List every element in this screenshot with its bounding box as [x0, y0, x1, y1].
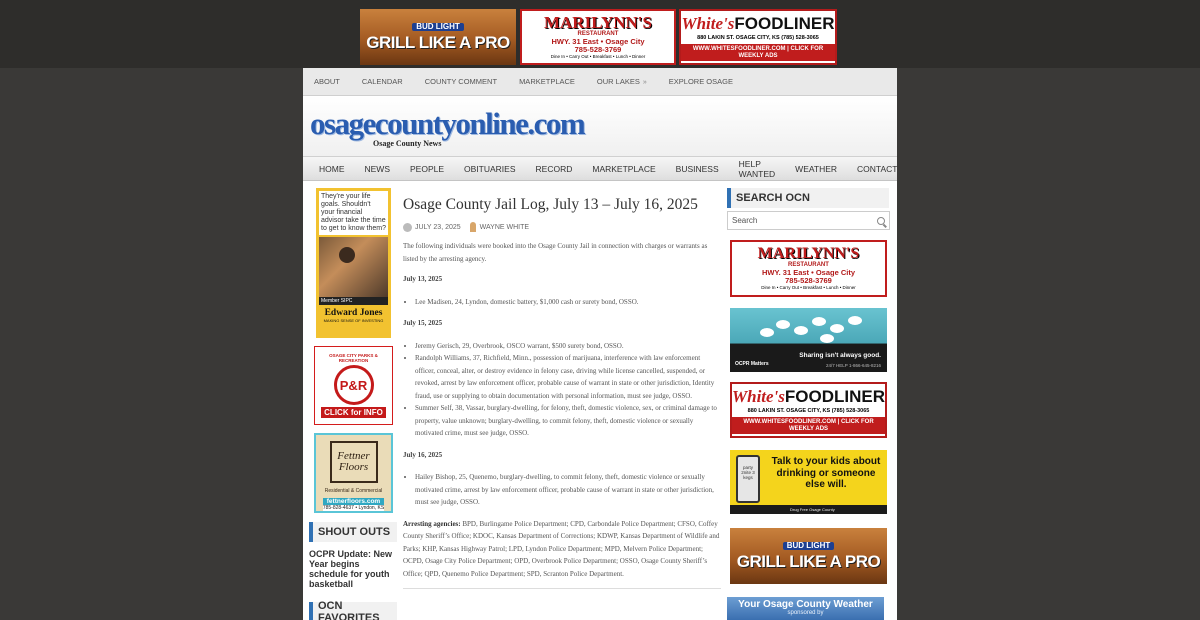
grill-like-a-pro-ad[interactable]: [730, 528, 887, 584]
whites-foodliner-ad[interactable]: [730, 382, 887, 438]
sharing-pills-ad[interactable]: [730, 308, 887, 372]
pill-shape: [830, 324, 844, 333]
main-navigation: [303, 156, 897, 181]
chevron-right-icon: »: [642, 79, 647, 86]
agencies-label: Arresting agencies:: [403, 519, 461, 528]
booking-list: [415, 471, 721, 509]
ad-phone: 785-528-3769: [785, 276, 832, 286]
calendar-icon: [403, 223, 412, 232]
ocn-favorites-title: OCN FAVORITES: [309, 602, 397, 620]
page-container: [303, 68, 897, 620]
ad-services: Dine In • Carry Out • Breakfast • Lunch • Dinner: [761, 284, 856, 290]
shout-out-link[interactable]: OCPR Update: New Year begins schedule for youth basketball: [309, 549, 393, 589]
ad-brand: BUD LIGHT: [412, 23, 464, 32]
site-tagline: Osage County News: [373, 139, 442, 148]
author-icon: [470, 222, 476, 232]
pr-logo: P&R: [334, 365, 374, 405]
ad-ring-text: OSAGE CITY PARKS & RECREATION: [329, 353, 378, 363]
ad-subhead: RESTAURANT: [577, 31, 619, 38]
ad-logo: Edward Jones: [324, 308, 383, 318]
pill-shape: [794, 326, 808, 335]
article-date: JULY 23, 2025: [415, 223, 461, 231]
section-date: July 16, 2025: [403, 450, 443, 459]
ad-footer: Drug Free Osage County: [730, 505, 887, 514]
ad-text: They're your life goals. Shouldn't your financial advisor take the time to get to know them?: [319, 191, 388, 235]
top-navigation: [303, 68, 897, 96]
topnav-explore-osage[interactable]: EXPLORE OSAGE: [668, 77, 733, 86]
ad-address: HWY. 31 East • Osage City: [761, 268, 856, 278]
booking-item: • Lee Madisen, 24, Lyndon, domestic battery, $1,000 cash or surety bond, OSSO.: [415, 296, 721, 309]
right-sidebar: [727, 186, 893, 620]
ad-headline-a: White's: [732, 386, 785, 406]
ad-headline-b: FOODLINER: [784, 386, 886, 406]
search-placeholder: Search: [732, 216, 758, 225]
search-icon[interactable]: [877, 217, 885, 225]
ad-photo: [319, 237, 388, 297]
booking-item: • Randolph Williams, 37, Richfield, Minn., possession of marijuana, interference with law enforcement officer, conceal, alter, or destroy evidence in felony case, driving while license cancelled, suspended, or revoked, arrest by law enforcement officer, probable cause of warrant in state or other jurisdiction, Identity fraud, use or supplying to obtain documentation with personal information, must see judge, OSSO.: [415, 352, 721, 402]
topnav-our-lakes[interactable]: [586, 77, 658, 86]
article-title[interactable]: Osage County Jail Log, July 13 – July 16, 2025: [403, 196, 698, 213]
ad-cta: CLICK for INFO: [321, 407, 386, 418]
ad-services: Dine In • Carry Out • Breakfast • Lunch • Dinner: [550, 53, 646, 59]
talk-to-kids-ad[interactable]: [730, 450, 887, 514]
nav-obituaries[interactable]: OBITUARIES: [464, 163, 516, 174]
ad-headline: GRILL LIKE A PRO: [736, 552, 881, 572]
shout-outs-title: SHOUT OUTS: [309, 522, 397, 542]
ad-headline: [681, 15, 834, 32]
ad-subhead: RESTAURANT: [788, 262, 829, 269]
nav-record[interactable]: RECORD: [535, 163, 573, 174]
divider: [403, 588, 721, 589]
ad-headline-a: White's: [681, 13, 735, 33]
ad-url: WWW.WHITESFOODLINER.COM | CLICK FOR WEEKLY ADS: [681, 44, 835, 61]
pill-shape: [848, 316, 862, 325]
search-input[interactable]: [727, 211, 890, 230]
ad-url: WWW.WHITESFOODLINER.COM | CLICK FOR WEEKLY ADS: [732, 417, 885, 434]
ad-phone: 785-828-4637 • Lyndon, KS: [322, 505, 385, 511]
pill-shape: [760, 328, 774, 337]
fettner-floors-ad[interactable]: [314, 433, 393, 513]
booking-item: • Jeremy Gerisch, 29, Overbrook, OSCO warrant, $500 surety bond, OSSO.: [415, 340, 721, 353]
ad-headline: MARILYNN'S: [757, 245, 860, 263]
nav-contact[interactable]: CONTACT: [857, 163, 898, 174]
article-intro: The following individuals were booked into the Osage County Jail in connection with charges or warrants as listed by the arresting agency.: [403, 242, 708, 263]
phone-graphic: party 2nite 3 kegs: [736, 455, 760, 503]
weather-widget[interactable]: [727, 597, 884, 620]
ad-badge: OCPR Matters: [735, 361, 769, 367]
nav-people[interactable]: PEOPLE: [410, 163, 445, 174]
edward-jones-ad[interactable]: [316, 188, 391, 338]
nav-business[interactable]: BUSINESS: [675, 163, 719, 174]
agencies-text: BPD, Burlingame Police Department; CPD, Carbondale Police Department; CFSO, Coffey County Sheriff’s Office; KDOC, Kansas Department of Corrections; KDWP, Kansas Department of Wildlife and Parks; KHP, Kansas Highway Patrol; LPD, Lyndon Police Department; MPD, Melvern Police Department; OCPD, Osage City Police Department; OPD, Overbrook Police Department; OSSO, Osage County Sheriff’s Office; QPD, Quenemo Police Department; SPD, Scranton Police Department.: [403, 519, 720, 578]
parks-rec-ad[interactable]: [314, 346, 393, 425]
ad-brand: BUD LIGHT: [783, 542, 835, 551]
ad-headline-b: FOODLINER: [734, 13, 835, 33]
nav-help-wanted[interactable]: HELP WANTED: [738, 158, 776, 179]
grill-like-a-pro-ad[interactable]: [360, 9, 516, 65]
booking-list: [415, 340, 721, 440]
marilynns-restaurant-ad[interactable]: [520, 9, 676, 65]
pill-shape: [776, 320, 790, 329]
ad-sub: Residential & Commercial: [324, 487, 383, 494]
ad-phone: 785-528-3769: [574, 45, 622, 55]
topnav-marketplace[interactable]: MARKETPLACE: [519, 77, 575, 86]
ad-tagline: MAKING SENSE OF INVESTING: [323, 318, 384, 323]
left-sidebar: [309, 186, 399, 620]
ad-address: HWY. 31 East • Osage City: [551, 37, 645, 47]
ad-headline: Sharing isn't always good.: [799, 352, 881, 359]
site-logo[interactable]: osagecountyonline.com: [310, 106, 585, 141]
nav-home[interactable]: HOME: [319, 163, 345, 174]
pills-graphic: [760, 314, 870, 344]
weather-sponsor: sponsored by: [787, 610, 824, 616]
article: [403, 196, 721, 620]
topnav-our-lakes-label: OUR LAKES: [596, 77, 640, 86]
ad-helpline: 24/7 HELP 1-866-645-8216: [826, 363, 881, 368]
ad-headline: Talk to your kids about drinking or someone else will.: [771, 456, 881, 490]
booking-item: • Summer Self, 38, Vassar, burglary-dwelling, for felony, theft, domestic violence, sex, or criminal damage to property, value unknown; burglary-dwelling, to commit felony, theft, domestic violence or sexually motivated crime, must see judge, OSSO.: [415, 402, 721, 440]
section-date: July 13, 2025: [403, 275, 443, 283]
pill-shape: [820, 334, 834, 343]
search-title: SEARCH OCN: [727, 188, 889, 208]
ad-member: Member SIPC: [319, 297, 388, 305]
nav-weather[interactable]: WEATHER: [795, 163, 838, 174]
ad-headline: GRILL LIKE A PRO: [366, 33, 510, 53]
topnav-county-comment[interactable]: COUNTY COMMENT: [424, 77, 498, 86]
booking-item: • Hailey Bishop, 25, Quenemo, burglary-dwelling, to commit felony, theft, domestic violence or sexually motivated crime, arrest by law enforcement officer, probable cause of warrant in state or other jurisdiction, must see judge, OSSO.: [415, 471, 721, 509]
ad-headline: [732, 388, 885, 405]
masthead: [303, 96, 897, 156]
section-date: July 15, 2025: [403, 319, 443, 327]
pill-shape: [812, 317, 826, 326]
topnav-about[interactable]: ABOUT: [314, 77, 340, 86]
arresting-agencies: [403, 518, 721, 581]
booking-list: [415, 296, 721, 309]
ad-headline: MARILYNN'S: [543, 13, 652, 33]
ad-address: 880 LAKIN ST. OSAGE CITY, KS (785) 528-3065: [747, 407, 870, 414]
ad-url: fettnerfloors.com: [323, 498, 384, 505]
weather-title: Your Osage County Weather: [738, 599, 873, 610]
whites-foodliner-ad[interactable]: [679, 9, 837, 65]
nav-news[interactable]: NEWS: [364, 163, 390, 174]
nav-marketplace[interactable]: MARKETPLACE: [592, 163, 656, 174]
ad-logo: Fettner Floors: [330, 441, 378, 483]
marilynns-restaurant-ad[interactable]: [730, 240, 887, 297]
ad-address: 880 LAKIN ST. OSAGE CITY, KS (785) 528-3065: [697, 34, 819, 41]
article-meta: [403, 222, 721, 232]
topnav-calendar[interactable]: CALENDAR: [361, 77, 403, 86]
article-author[interactable]: WAYNE WHITE: [479, 223, 530, 231]
